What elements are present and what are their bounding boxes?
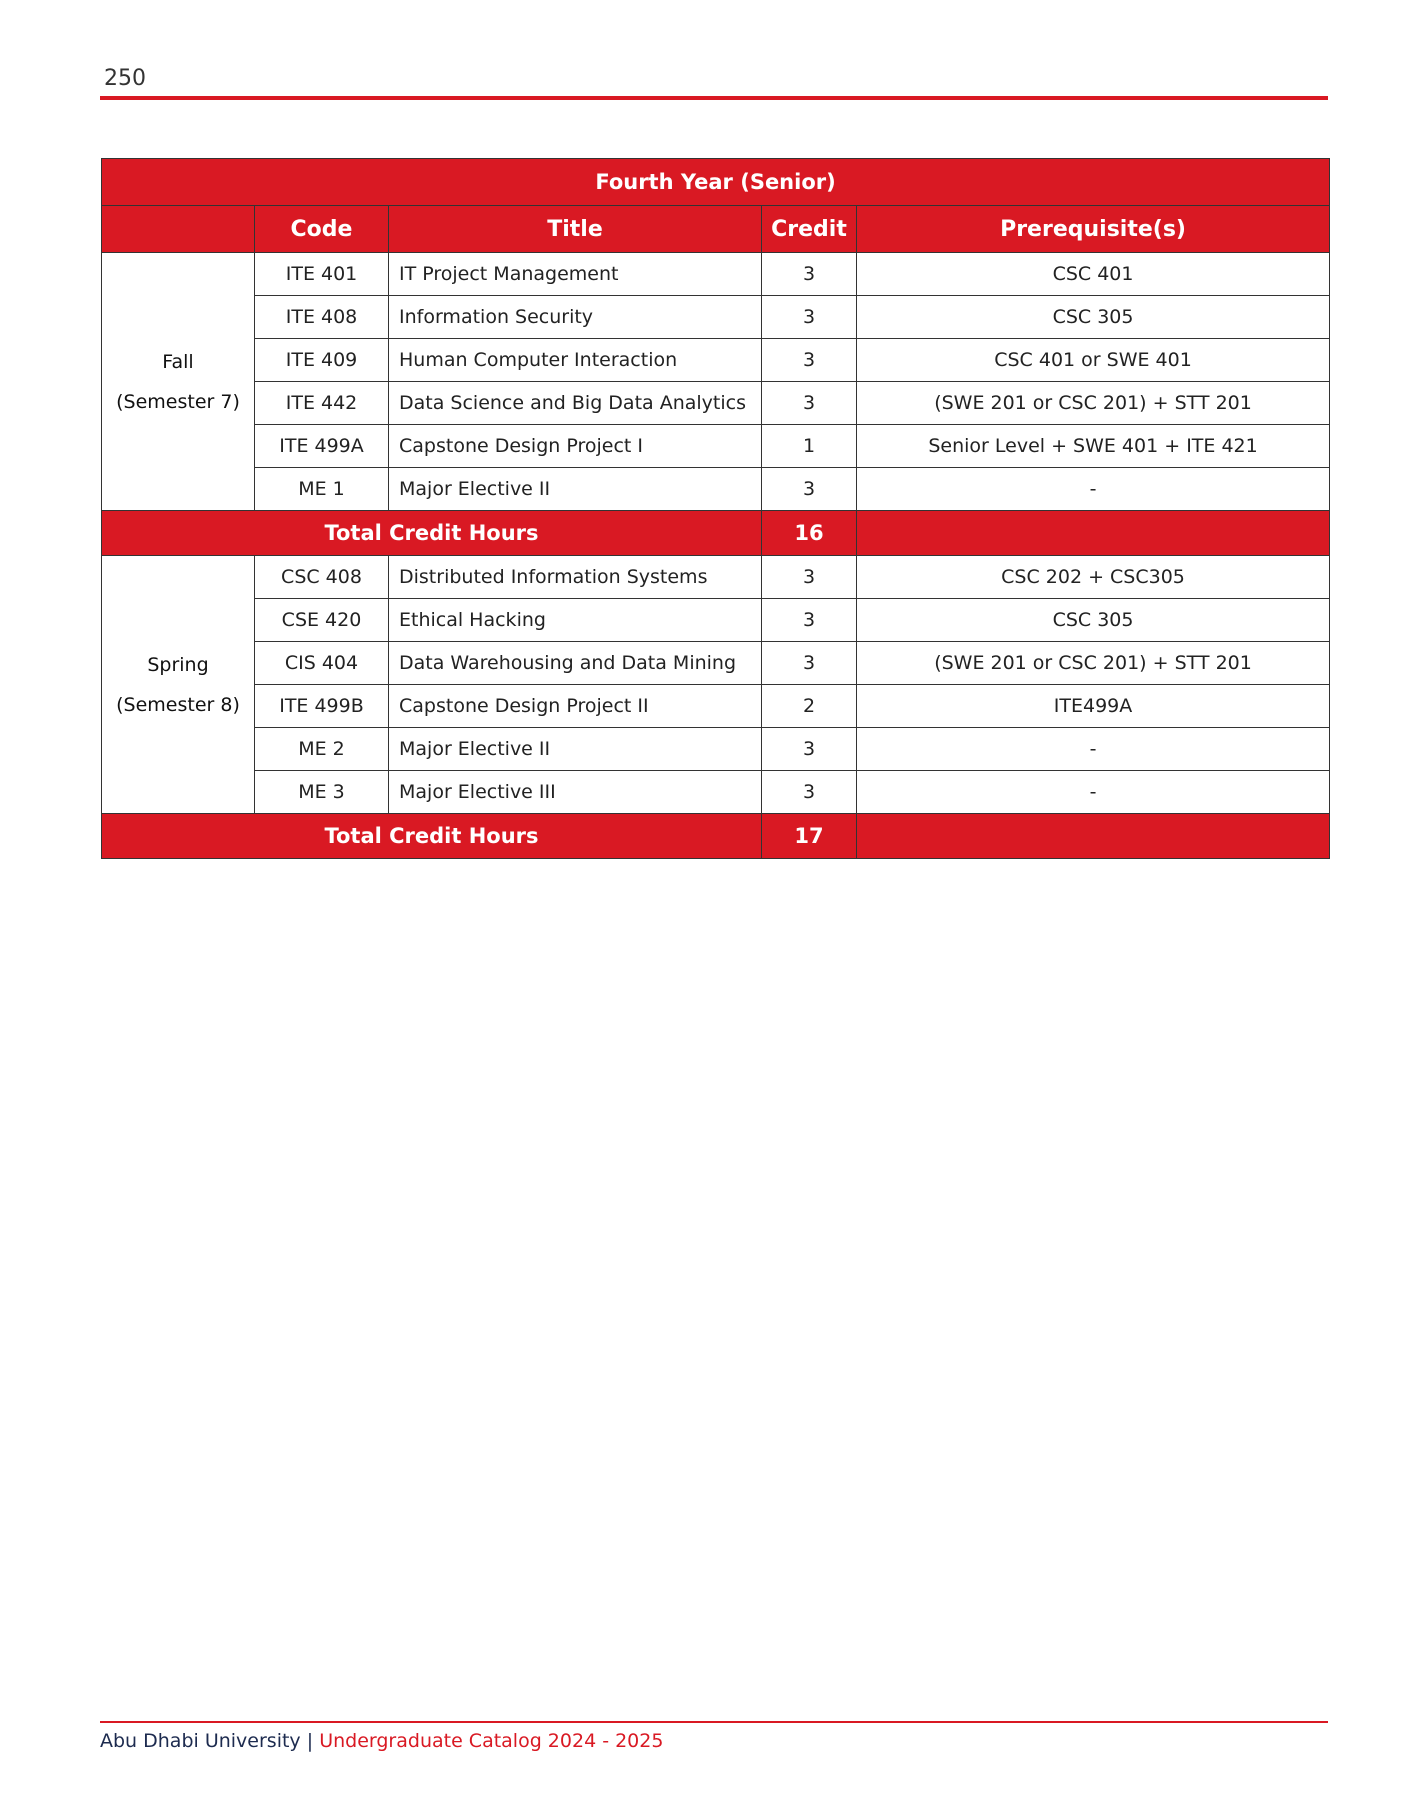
course-title: Data Warehousing and Data Mining bbox=[389, 642, 762, 685]
table-row bbox=[102, 728, 1330, 771]
course-prerequisite: (SWE 201 or CSC 201) + STT 201 bbox=[857, 642, 1330, 685]
course-credit: 3 bbox=[762, 253, 857, 296]
table-title: Fourth Year (Senior) bbox=[102, 159, 1330, 206]
course-title: Distributed Information Systems bbox=[389, 556, 762, 599]
course-credit: 2 bbox=[762, 685, 857, 728]
course-title: Information Security bbox=[389, 296, 762, 339]
course-prerequisite: ITE499A bbox=[857, 685, 1330, 728]
course-code: ME 1 bbox=[255, 468, 389, 511]
total-credit-label: Total Credit Hours bbox=[102, 814, 762, 859]
course-credit: 3 bbox=[762, 382, 857, 425]
course-code: ITE 499B bbox=[255, 685, 389, 728]
total-credit-value: 16 bbox=[762, 511, 857, 556]
course-prerequisite: Senior Level + SWE 401 + ITE 421 bbox=[857, 425, 1330, 468]
table-row bbox=[102, 556, 1330, 599]
table-row bbox=[102, 425, 1330, 468]
course-code: CIS 404 bbox=[255, 642, 389, 685]
course-credit: 3 bbox=[762, 556, 857, 599]
semester-name: Fall bbox=[162, 350, 194, 373]
course-code: CSC 408 bbox=[255, 556, 389, 599]
course-credit: 1 bbox=[762, 425, 857, 468]
course-prerequisite: CSC 401 bbox=[857, 253, 1330, 296]
table-row bbox=[102, 599, 1330, 642]
fall-semester-label bbox=[102, 253, 255, 511]
course-prerequisite: CSC 305 bbox=[857, 599, 1330, 642]
course-prerequisite: (SWE 201 or CSC 201) + STT 201 bbox=[857, 382, 1330, 425]
table-row bbox=[102, 253, 1330, 296]
header-rule bbox=[100, 96, 1328, 100]
table-row bbox=[102, 771, 1330, 814]
table-row bbox=[102, 339, 1330, 382]
course-title: Capstone Design Project I bbox=[389, 425, 762, 468]
course-prerequisite: CSC 202 + CSC305 bbox=[857, 556, 1330, 599]
table-row bbox=[102, 642, 1330, 685]
semester-column-header bbox=[102, 206, 255, 253]
course-title: Major Elective II bbox=[389, 468, 762, 511]
spring-semester-label bbox=[102, 556, 255, 814]
course-credit: 3 bbox=[762, 771, 857, 814]
footer-university: Abu Dhabi University bbox=[100, 1730, 301, 1752]
semester-number: (Semester 7) bbox=[116, 390, 240, 413]
course-prerequisite: CSC 401 or SWE 401 bbox=[857, 339, 1330, 382]
course-credit: 3 bbox=[762, 642, 857, 685]
page-footer bbox=[100, 1730, 663, 1752]
semester-number: (Semester 8) bbox=[116, 693, 240, 716]
footer-catalog: Undergraduate Catalog 2024 - 2025 bbox=[319, 1730, 664, 1752]
course-title: IT Project Management bbox=[389, 253, 762, 296]
course-title: Human Computer Interaction bbox=[389, 339, 762, 382]
fall-total-row bbox=[102, 511, 1330, 556]
course-title: Major Elective III bbox=[389, 771, 762, 814]
course-title: Major Elective II bbox=[389, 728, 762, 771]
semester-name: Spring bbox=[147, 653, 209, 676]
course-code: ITE 442 bbox=[255, 382, 389, 425]
total-row-spacer bbox=[857, 511, 1330, 556]
course-prerequisite: - bbox=[857, 468, 1330, 511]
course-code: ITE 408 bbox=[255, 296, 389, 339]
course-credit: 3 bbox=[762, 468, 857, 511]
course-credit: 3 bbox=[762, 296, 857, 339]
spring-total-row bbox=[102, 814, 1330, 859]
course-credit: 3 bbox=[762, 599, 857, 642]
footer-rule bbox=[100, 1721, 1328, 1723]
course-credit: 3 bbox=[762, 728, 857, 771]
total-credit-value: 17 bbox=[762, 814, 857, 859]
course-prerequisite: CSC 305 bbox=[857, 296, 1330, 339]
course-code: ITE 409 bbox=[255, 339, 389, 382]
table-title-row bbox=[102, 159, 1330, 206]
course-code: ME 2 bbox=[255, 728, 389, 771]
column-header-row bbox=[102, 206, 1330, 253]
course-code: ITE 499A bbox=[255, 425, 389, 468]
course-title: Data Science and Big Data Analytics bbox=[389, 382, 762, 425]
table-row bbox=[102, 296, 1330, 339]
course-prerequisite: - bbox=[857, 728, 1330, 771]
total-row-spacer bbox=[857, 814, 1330, 859]
table-row bbox=[102, 468, 1330, 511]
prereq-column-header: Prerequisite(s) bbox=[857, 206, 1330, 253]
course-code: ITE 401 bbox=[255, 253, 389, 296]
course-code: ME 3 bbox=[255, 771, 389, 814]
table-row bbox=[102, 382, 1330, 425]
study-plan-table bbox=[101, 158, 1330, 859]
code-column-header: Code bbox=[255, 206, 389, 253]
title-column-header: Title bbox=[389, 206, 762, 253]
course-title: Ethical Hacking bbox=[389, 599, 762, 642]
total-credit-label: Total Credit Hours bbox=[102, 511, 762, 556]
course-title: Capstone Design Project II bbox=[389, 685, 762, 728]
credit-column-header: Credit bbox=[762, 206, 857, 253]
course-prerequisite: - bbox=[857, 771, 1330, 814]
footer-separator: | bbox=[306, 1730, 314, 1752]
page-number: 250 bbox=[104, 66, 146, 91]
table-row bbox=[102, 685, 1330, 728]
course-credit: 3 bbox=[762, 339, 857, 382]
course-code: CSE 420 bbox=[255, 599, 389, 642]
